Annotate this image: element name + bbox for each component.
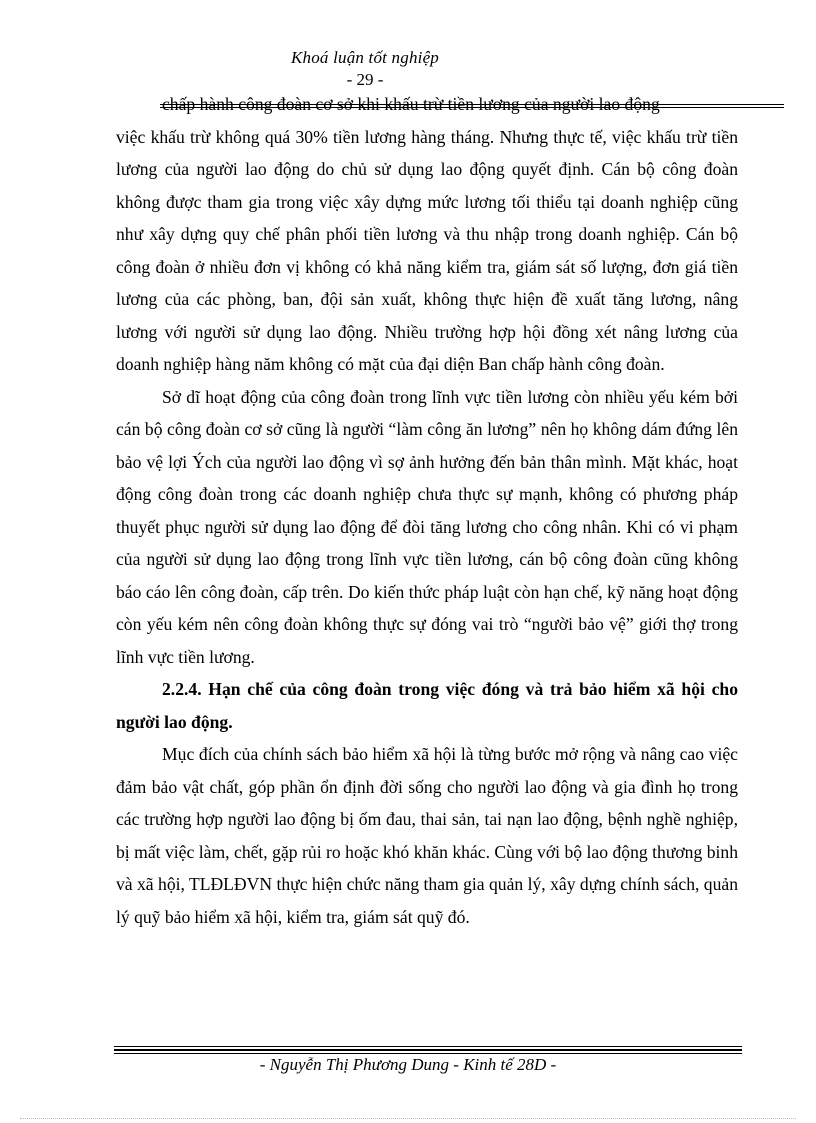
page-bottom-dotted-line xyxy=(20,1118,796,1119)
header-divider-2 xyxy=(160,107,784,108)
footer-author: - Nguyễn Thị Phương Dung - Kinh tế 28D - xyxy=(259,1055,557,1074)
paragraph-2: Sở dĩ hoạt động của công đoàn trong lĩnh vực tiền lương còn nhiều yếu kém bởi cán bộ công đoàn cơ sở cũng là người “làm công ăn lương” nên họ không dám đứng lên bảo vệ lợi Ých của người lao động vì sợ ảnh hưởng đến bản thân mình. Mặt khác, hoạt động công đoàn trong các doanh nghiệp chưa thực sự mạnh, không có phương pháp thuyết phục người sử dụng lao động để đòi tăng lương cho công nhân. Khi có vi phạm của người sử dụng lao động trong lĩnh vực tiền lương, cán bộ công đoàn cũng không báo cáo lên công đoàn, cấp trên. Do kiến thức pháp luật còn hạn chế, kỹ năng hoạt động còn yếu kém nên công đoàn không thực sự đóng vai trò “người bảo vệ” giới thợ trong lĩnh vực tiền lương. xyxy=(116,386,738,667)
footer-divider-bottom xyxy=(114,1053,742,1054)
header-title: Khoá luận tốt nghiệp xyxy=(290,48,440,67)
paragraph-3: Mục đích của chính sách bảo hiểm xã hội là từng bước mở rộng và nâng cao việc đảm bảo vật chất, góp phần ổn định đời sống cho người lao động và gia đình họ trong các trường hợp người lao động bị ốm đau, thai sản, tai nạn lao động, bệnh nghề nghiệp, bị mất việc làm, chết, gặp rủi ro hoặc khó khăn khác. Cùng với bộ lao động thương binh và xã hội, TLĐLĐVN thực hiện chức năng tham gia quản lý, xây dựng chính sách, quản lý quỹ bảo hiểm xã hội, kiểm tra, giám sát quỹ đó. xyxy=(116,744,738,927)
page-number: - 29 - xyxy=(346,70,384,89)
body-text xyxy=(116,88,738,933)
footer-divider-top xyxy=(114,1046,742,1047)
footer-divider-middle xyxy=(114,1049,742,1051)
section-subheading: 2.2.4. Hạn chế của công đoàn trong việc đóng và trả bảo hiểm xã hội cho người lao động. xyxy=(116,679,738,732)
header-divider xyxy=(160,104,784,105)
paragraph-1: việc khấu trừ không quá 30% tiền lương hàng tháng. Nhưng thực tế, việc khấu trừ tiền lương của người lao động do chủ sử dụng lao động quyết định. Cán bộ công đoàn không được tham gia trong việc xây dựng mức lương tối thiểu tại doanh nghiệp cũng như xây dựng quy chế phân phối tiền lương và thu nhập trong doanh nghiệp. Cán bộ công đoàn ở nhiều đơn vị không có khả năng kiểm tra, giám sát số lượng, đơn giá tiền lương của các phòng, ban, đội sản xuất, không thực hiện đề xuất tăng lương, nâng lương với người sử dụng lao động. Nhiều trường hợp hội đồng xét nâng lương của doanh nghiệp hàng năm không có mặt của đại diện Ban chấp hành công đoàn. xyxy=(116,126,738,374)
struck-first-line: chấp hành công đoàn cơ sở khi khấu trừ tiền lương của người lao động xyxy=(162,94,660,114)
